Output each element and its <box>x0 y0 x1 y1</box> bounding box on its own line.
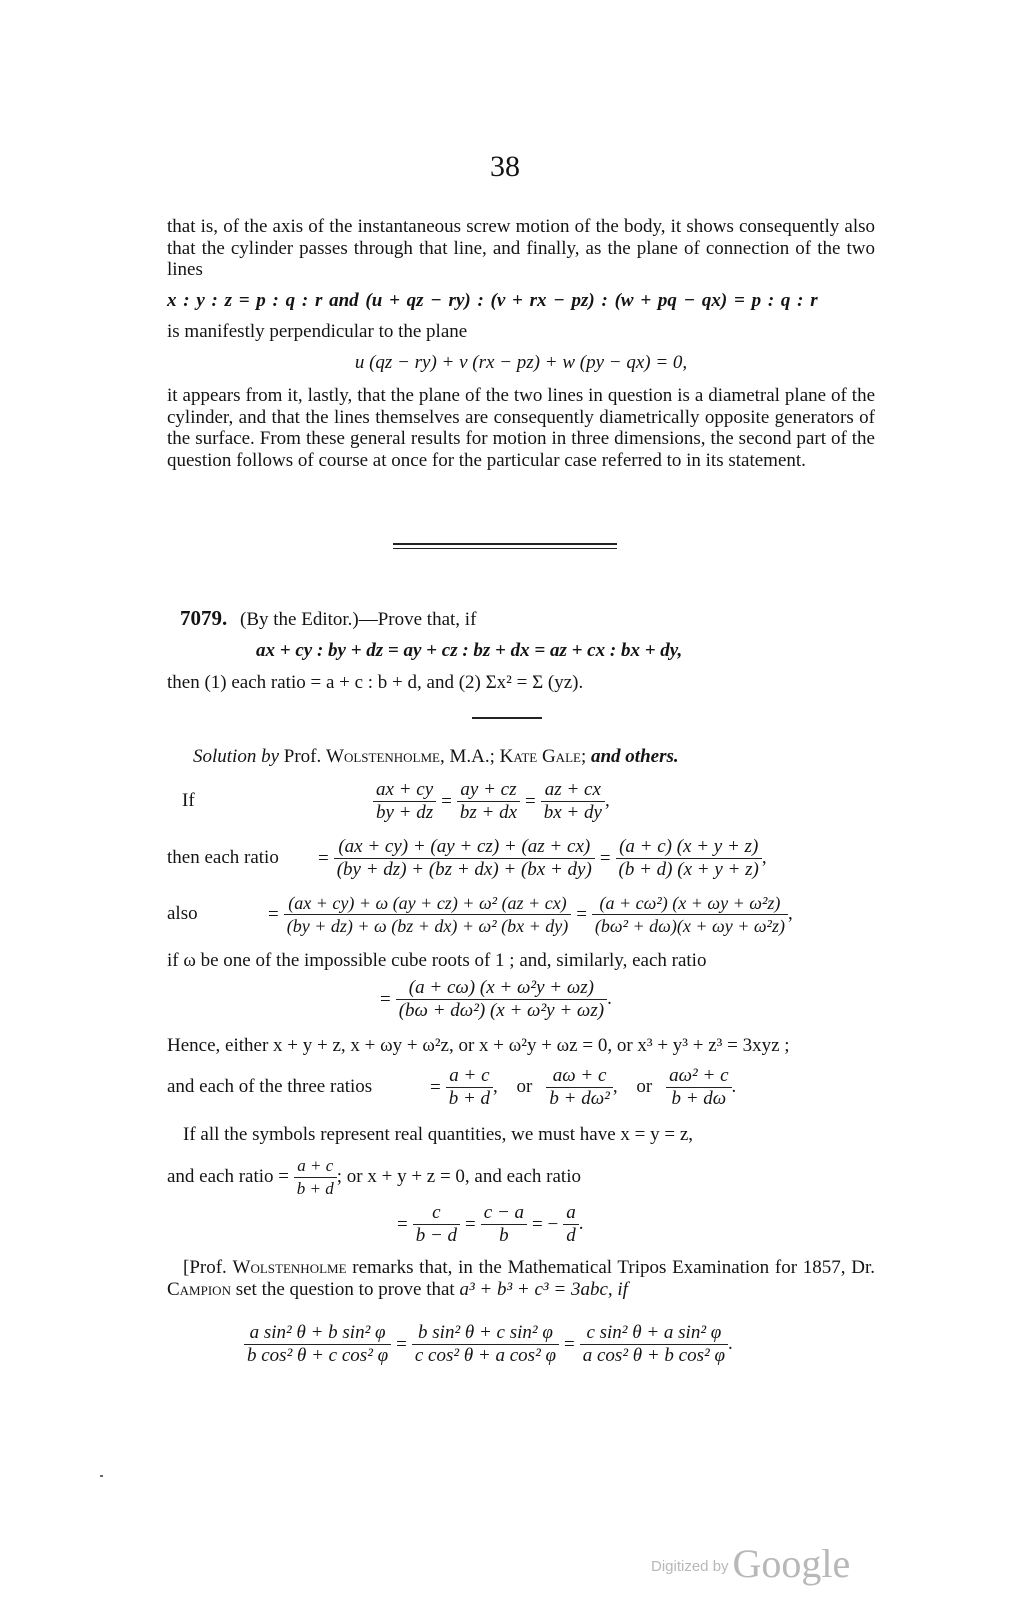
similar-fraction: $\frac{\text{(a + cω) (x + ω²y + ωz)}}{\text{(bω + dω²) (x + ω²y + ωz)}}$ <box>396 978 607 1021</box>
remark-name-2: Campion <box>167 1278 231 1300</box>
each-ratio-equation <box>167 1156 875 1199</box>
each-ratio-fraction: $\frac{a + c}{b + d}$ <box>294 1156 337 1199</box>
remark-condition: a³ + b³ + c³ = 3abc, if <box>459 1278 628 1300</box>
section-divider-bottom <box>393 548 617 549</box>
intro-paragraph-2: is manifestly perpendicular to the plane <box>167 321 468 342</box>
intro-formula-lines: x : y : z = p : q : r and (u + qz − ry) : (v + rx − pz) : (w + pq − qx) = p : q : r <box>167 290 818 311</box>
watermark-prefix: Digitized by <box>651 1558 729 1575</box>
solution-suffix: and others. <box>590 746 679 767</box>
trig-fraction: $\frac{\text{a sin² θ + b sin² φ}}{\text{b cos² θ + c cos² φ}}$ <box>244 1323 391 1366</box>
final-equation: = $\frac{c}{b - d}$ = $\frac{c - a}{b}$ = − $\frac{a}{d}$ . <box>397 1202 584 1246</box>
if-label: If <box>182 790 195 811</box>
ratio-fraction: $\frac{a\omega + c}{\text{b + dω²}}$ <box>546 1066 612 1109</box>
also-label: also <box>167 903 198 924</box>
remark-paragraph <box>167 1257 875 1300</box>
section-divider-top <box>393 543 617 545</box>
hence-line: Hence, either x + y + z, x + ωy + ω²z, or x + ω²y + ωz = 0, or x³ + y³ + z³ = 3xyz ; <box>167 1035 790 1056</box>
also-fraction: $\frac{\text{(ax + cy) + ω (ay + cz) + ω² (az + cx)}}{\text{(by + dz) + ω (bz + dx) + ω² (bx + dy)}}$ <box>284 893 571 936</box>
ratio-fraction: $\frac{a + c}{b + d}$ <box>446 1066 493 1109</box>
final-fraction: $\frac{c}{b - d}$ <box>413 1203 460 1246</box>
google-logo: Google <box>732 1541 851 1586</box>
each-ratio-label: and each ratio = <box>167 1165 290 1187</box>
or-word: or <box>516 1075 533 1097</box>
then-fraction: $\frac{(a + c) (x + y + z)}{(b + d) (x + y + z)}$ <box>616 837 762 880</box>
question-formula: ax + cy : by + dz = ay + cz : bz + dx = az + cx : bx + dy, <box>256 640 683 661</box>
solution-author-2: Kate Gale <box>499 746 581 767</box>
intro-paragraph-1: that is, of the axis of the instantaneous screw motion of the body, it shows consequently also that the cylinder passes through that line, and finally, as the plane of connection of the two lines <box>167 216 875 280</box>
final-fraction: $\frac{c - a}{b}$ <box>481 1203 527 1246</box>
remark-name-1: Wolstenholme <box>232 1257 347 1278</box>
intro-formula-plane: u (qz − ry) + v (rx − pz) + w (py − qx) = 0, <box>354 352 688 373</box>
then-label: then each ratio <box>167 847 279 868</box>
question-number: 7079. <box>180 606 228 630</box>
question-header <box>180 606 888 631</box>
trig-equation: $\frac{\text{a sin² θ + b sin² φ}}{\text{b cos² θ + c cos² φ}}$ = $\frac{\text{b sin² θ + c sin² φ}}{\text{c cos² θ + a cos² φ}}$ = $\frac{\text{c sin² θ + a sin² φ}}{\text{a cos² θ + b cos² φ}}$ . <box>244 1323 844 1366</box>
remark-text-1: remarks that, in the Mathematical Tripos Examination for 1857, Dr. <box>352 1257 876 1278</box>
remark-text-2: set the question to prove that <box>235 1278 455 1300</box>
trig-fraction: $\frac{\text{c sin² θ + a sin² φ}}{\text{a cos² θ + b cos² φ}}$ <box>580 1323 728 1366</box>
real-quantities-line: If all the symbols represent real quantities, we must have x = y = z, <box>183 1124 694 1145</box>
also-fraction: $\frac{\text{(a + cω²) (x + ωy + ω²z)}}{\text{(bω² + dω)(x + ωy + ω²z)}}$ <box>592 893 788 936</box>
solution-prefix: Solution by <box>193 746 280 767</box>
question-by: (By the Editor.)—Prove that, if <box>240 609 477 630</box>
or-word: or <box>636 1075 653 1097</box>
if-fraction: $\frac{ay + cz}{bz + dx}$ <box>457 780 520 823</box>
if-fraction: $\frac{az + cx}{bx + dy}$ <box>541 780 605 823</box>
question-then: then (1) each ratio = a + c : b + d, and (2) Σx² = Σ (yz). <box>167 672 584 693</box>
then-fraction: $\frac{(ax + cy) + (ay + cz) + (az + cx)}{(by + dz) + (bz + dx) + (bx + dy)}$ <box>334 837 595 880</box>
scan-speck <box>100 1475 103 1477</box>
solution-author-1: Wolstenholme, M.A. <box>326 746 490 767</box>
intro-paragraph-3: it appears from it, lastly, that the plane of the two lines in question is a diametral plane of the cylinder, and that the lines themselves are consequently diametrically opposite generators of the surface. From these general results for motion in three dimensions, the second part of the question follows of course at once for the particular case referred to in its statement. <box>167 385 875 471</box>
solution-prof: Prof. <box>283 746 322 767</box>
three-ratios-label: and each of the three ratios <box>167 1076 373 1097</box>
ratio-fraction: $\frac{\text{aω² + c}}{b + d\omega}$ <box>666 1066 731 1109</box>
trig-fraction: $\frac{\text{b sin² θ + c sin² φ}}{\text{c cos² θ + a cos² φ}}$ <box>412 1323 559 1366</box>
remark-open: [Prof. <box>183 1257 227 1278</box>
digitized-by-google-watermark <box>651 1540 850 1587</box>
final-fraction: $\frac{a}{d}$ <box>563 1203 579 1246</box>
question-divider <box>472 717 542 719</box>
if-fraction: $\frac{ax + cy}{by + dz}$ <box>373 780 436 823</box>
similar-equation: = $\frac{\text{(a + cω) (x + ω²y + ωz)}}{\text{(bω + dω²) (x + ω²y + ωz)}}$ . <box>380 977 612 1021</box>
page-number: 38 <box>490 150 520 183</box>
each-ratio-rest: ; or x + y + z = 0, and each ratio <box>336 1165 581 1187</box>
solution-heading: Solution by Prof. Wolstenholme, M.A.; Kate Gale; and others. <box>193 746 679 767</box>
omega-line: if ω be one of the impossible cube roots of 1 ; and, similarly, each ratio <box>167 950 707 971</box>
